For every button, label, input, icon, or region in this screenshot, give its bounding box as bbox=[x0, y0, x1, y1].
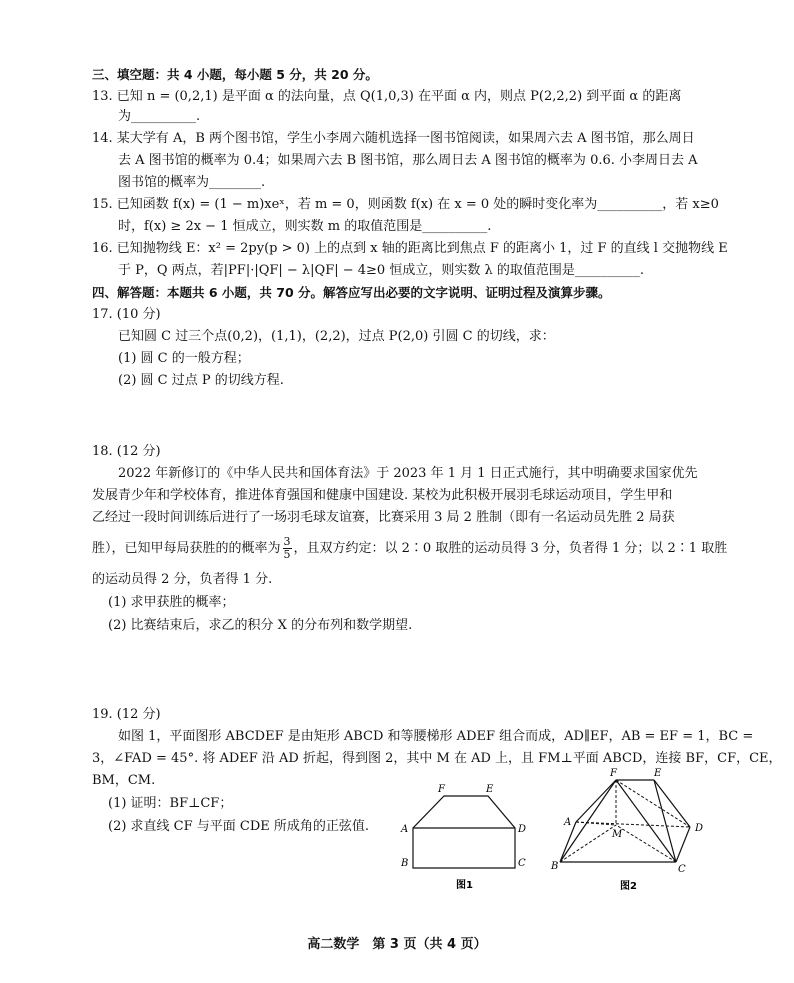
figure1-label-b: B bbox=[401, 858, 409, 869]
figure2-edge-ed bbox=[654, 780, 690, 827]
q19-line1: 如图 1，平面图形 ABCDEF 是由矩形 ABCD 和等腰梯形 ADEF 组合而成，AD∥EF，AB = EF = 1，BC = bbox=[118, 729, 754, 744]
figure1-label-a: A bbox=[401, 824, 409, 835]
figure2-label-f: F bbox=[610, 768, 617, 779]
q18-line4 bbox=[92, 536, 727, 561]
q18-line3: 乙经过一段时间训练后进行了一场羽毛球友谊赛，比赛采用 3 局 2 胜制（即有一名运动员先胜 2 局获 bbox=[92, 510, 675, 525]
section3-header: 三、填空题：共 4 小题，每小题 5 分，共 20 分。 bbox=[92, 67, 378, 82]
q18-line5: 的运动员得 2 分，负者得 1 分. bbox=[92, 572, 273, 587]
q19-line3: BM，CM. bbox=[92, 773, 156, 788]
figure1-label-c: C bbox=[518, 858, 526, 869]
figure1-label-f: F bbox=[438, 784, 445, 795]
q19-head: 19. (12 分) bbox=[92, 707, 161, 722]
figure1-caption: 图1 bbox=[456, 880, 473, 891]
q19-part1: (1) 证明：BF⊥CF； bbox=[108, 796, 233, 811]
figure1 bbox=[390, 775, 540, 895]
figure2-edge-ec bbox=[654, 780, 676, 862]
q19-line2: 3，∠FAD = 45°. 将 ADEF 沿 AD 折起，得到图 2，其中 M 在 AD 上，且 FM⊥平面 ABCD，连接 BF，CF，CE， bbox=[92, 751, 782, 766]
fraction-numerator: 3 bbox=[283, 535, 291, 548]
figure2-label-d: D bbox=[695, 823, 704, 834]
figure1-outline bbox=[413, 796, 515, 868]
q18-line4-start: 胜），已知甲每局获胜的的概率为 bbox=[92, 541, 281, 556]
q13-line1: 13. 已知 n = (0,2,1) 是平面 α 的法向量，点 Q(1,0,3) 在平面 α 内，则点 P(2,2,2) 到平面 α 的距离 bbox=[92, 89, 682, 104]
q18-part1: (1) 求甲获胜的概率； bbox=[108, 595, 235, 610]
q18-line2: 发展青少年和学校体育，推进体育强国和健康中国建设. 某校为此积极开展羽毛球运动项目，学生甲和 bbox=[92, 488, 673, 503]
figure1-label-d: D bbox=[518, 824, 527, 835]
figure2-label-m: M bbox=[612, 829, 623, 840]
figure2-label-c: C bbox=[678, 864, 686, 875]
q14-line3: 图书馆的概率为________. bbox=[118, 175, 266, 190]
figure2-edge-fd bbox=[616, 780, 690, 827]
figure2 bbox=[550, 765, 720, 895]
q15-line2: 时，f(x) ≥ 2x − 1 恒成立，则实数 m 的取值范围是__________. bbox=[118, 219, 492, 234]
figure2-label-e: E bbox=[654, 768, 662, 779]
q18-part2: (2) 比赛结束后，求乙的积分 X 的分布列和数学期望. bbox=[108, 618, 413, 633]
figure2-edge-cd bbox=[676, 827, 690, 862]
probability-fraction bbox=[283, 536, 292, 561]
figure2-edge-bm bbox=[560, 825, 616, 862]
q17-line1: 已知圆 C 过三个点(0,2)，(1,1)，(2,2)，过点 P(2,0) 引圆 C 的切线，求： bbox=[118, 329, 555, 344]
q13-line2: 为__________. bbox=[118, 109, 201, 124]
figure1-label-e: E bbox=[486, 784, 494, 795]
figure2-edge-fa bbox=[576, 780, 616, 822]
page-footer: 高二数学 第 3 页（共 4 页） bbox=[307, 937, 487, 952]
q16-line2: 于 P，Q 两点，若|PF|·|QF| − λ|QF| − 4≥0 恒成立，则实数 λ 的取值范围是__________. bbox=[118, 263, 644, 278]
fraction-denominator: 5 bbox=[283, 548, 291, 561]
q14-line1: 14. 某大学有 A，B 两个图书馆，学生小李周六随机选择一图书馆阅读，如果周六去 A 图书馆，那么周日 bbox=[92, 131, 695, 146]
q16-line1: 16. 已知抛物线 E：x² = 2py(p > 0) 上的点到 x 轴的距离比到焦点 F 的距离小 1，过 F 的直线 l 交抛物线 E bbox=[92, 241, 728, 256]
q18-head: 18. (12 分) bbox=[92, 444, 161, 459]
figure2-label-b: B bbox=[551, 861, 559, 872]
figure2-caption: 图2 bbox=[620, 881, 637, 892]
q17-part1: (1) 圆 C 的一般方程； bbox=[118, 351, 250, 366]
q14-line2: 去 A 图书馆的概率为 0.4；如果周六去 B 图书馆，那么周日去 A 图书馆的概率为 0.6. 小李周日去 A bbox=[118, 153, 698, 168]
q17-head: 17. (10 分) bbox=[92, 307, 161, 322]
q19-part2: (2) 求直线 CF 与平面 CDE 所成角的正弦值. bbox=[108, 819, 370, 834]
section4-header: 四、解答题：本题共 6 小题，共 70 分。解答应写出必要的文字说明、证明过程及演算步骤。 bbox=[92, 285, 611, 300]
q15-line1: 15. 已知函数 f(x) = (1 − m)xeˣ，若 m = 0，则函数 f(x) 在 x = 0 处的瞬时变化率为__________，若 x≥0 bbox=[92, 197, 719, 212]
figure2-label-a: A bbox=[564, 817, 572, 828]
q18-line1: 2022 年新修订的《中华人民共和国体育法》于 2023 年 1 月 1 日正式施行，其中明确要求国家优先 bbox=[118, 466, 698, 481]
figure2-edge-ad bbox=[576, 822, 690, 827]
q18-line4-end: ，且双方约定：以 2∶0 取胜的运动员得 3 分，负者得 1 分；以 2∶1 取胜 bbox=[293, 541, 728, 556]
q17-part2: (2) 圆 C 过点 P 的切线方程. bbox=[118, 373, 284, 388]
figure2-edge-fc bbox=[616, 780, 676, 862]
